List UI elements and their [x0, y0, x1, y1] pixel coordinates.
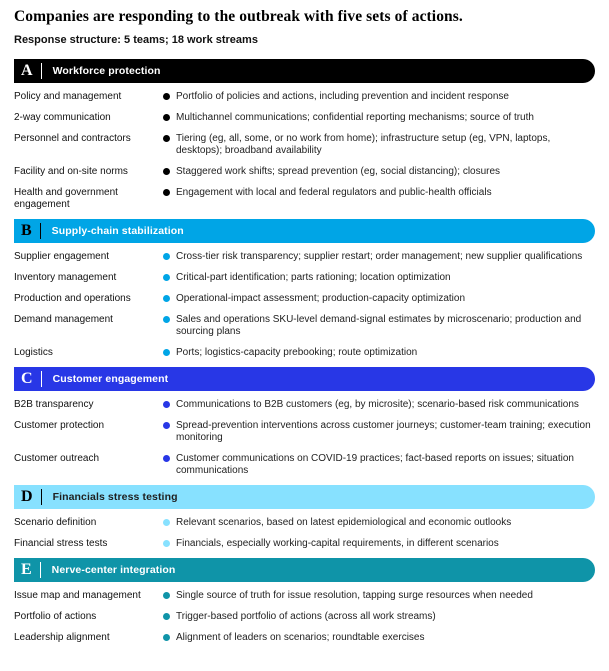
exhibit-subtitle: Response structure: 5 teams; 18 work streams	[14, 34, 258, 46]
bullet-icon	[163, 189, 170, 196]
work-stream-desc-text: Communications to B2B customers (eg, by microsite); scenario-based risk communications	[176, 399, 579, 410]
bullet-icon	[163, 114, 170, 121]
work-stream-desc-text: Tiering (eg, all, some, or no work from home); infrastructure setup (eg, VPN, laptops, desktops); broadband availability	[176, 133, 551, 156]
work-stream-description	[163, 347, 595, 359]
bullet-icon	[163, 422, 170, 429]
work-stream-desc-text: Ports; logistics-capacity prebooking; route optimization	[176, 347, 418, 358]
work-stream-desc-text: Spread-prevention interventions across customer journeys; customer-team training; execution monitoring	[176, 420, 591, 443]
work-stream-desc-text: Critical-part identification; parts rationing; location optimization	[176, 272, 451, 283]
separator-line	[40, 223, 41, 239]
section-customer-engagement	[14, 367, 595, 485]
bullet-icon	[163, 295, 170, 302]
work-stream-label: Customer outreach	[14, 453, 100, 464]
work-stream-description	[163, 91, 595, 103]
section-supply-chain-stabilization	[14, 219, 595, 367]
work-stream-row	[14, 590, 595, 602]
work-stream-label: Supplier engagement	[14, 251, 110, 262]
separator-line	[41, 371, 42, 387]
work-stream-list	[14, 509, 595, 558]
separator-line	[40, 562, 41, 578]
work-stream-desc-text: Multichannel communications; confidential reporting mechanisms; source of truth	[176, 112, 534, 123]
work-stream-desc-text: Single source of truth for issue resolution, tapping surge resources when needed	[176, 590, 533, 601]
bullet-icon	[163, 168, 170, 175]
work-stream-desc-text: Customer communications on COVID-19 practices; fact-based reports on issues; situation communications	[176, 453, 574, 476]
work-stream-label: Personnel and contractors	[14, 133, 131, 144]
work-stream-label: Inventory management	[14, 272, 117, 283]
section-header-bar	[14, 59, 595, 83]
work-stream-description	[163, 314, 595, 338]
work-stream-list	[14, 582, 595, 652]
bullet-icon	[163, 455, 170, 462]
section-title: Supply-chain stabilization	[51, 225, 184, 237]
bullet-icon	[163, 349, 170, 356]
work-stream-label: Portfolio of actions	[14, 611, 97, 622]
work-stream-row	[14, 293, 595, 305]
work-stream-desc-text: Alignment of leaders on scenarios; roundtable exercises	[176, 632, 425, 643]
section-header-bar	[14, 219, 595, 243]
work-stream-description	[163, 166, 595, 178]
work-stream-desc-text: Trigger-based portfolio of actions (across all work streams)	[176, 611, 436, 622]
bullet-icon	[163, 592, 170, 599]
separator-line	[41, 489, 42, 505]
work-stream-desc-text: Engagement with local and federal regulators and public-health officials	[176, 187, 492, 198]
bullet-icon	[163, 316, 170, 323]
section-title: Financials stress testing	[52, 491, 178, 503]
work-stream-row	[14, 399, 595, 411]
work-stream-row	[14, 133, 595, 157]
section-header-bar	[14, 558, 595, 582]
section-title: Nerve-center integration	[51, 564, 176, 576]
work-stream-label: B2B transparency	[14, 399, 94, 410]
work-stream-label: Scenario definition	[14, 517, 97, 528]
work-stream-row	[14, 112, 595, 124]
work-stream-description	[163, 611, 595, 623]
work-stream-label: Policy and management	[14, 91, 122, 102]
work-stream-label: Health and government engagement	[14, 187, 118, 210]
section-financials-stress-testing	[14, 485, 595, 558]
work-stream-row	[14, 166, 595, 178]
exhibit-page	[14, 7, 595, 652]
section-letter-badge: A	[21, 62, 33, 79]
work-stream-row	[14, 632, 595, 644]
work-stream-description	[163, 272, 595, 284]
work-stream-description	[163, 420, 595, 444]
work-stream-list	[14, 83, 595, 219]
bullet-icon	[163, 401, 170, 408]
work-stream-row	[14, 538, 595, 550]
work-stream-description	[163, 187, 595, 211]
work-stream-row	[14, 453, 595, 477]
section-letter-badge: E	[21, 561, 32, 578]
work-stream-description	[163, 632, 595, 644]
work-stream-list	[14, 391, 595, 485]
work-stream-description	[163, 399, 595, 411]
work-stream-description	[163, 251, 595, 263]
section-nerve-center-integration	[14, 558, 595, 652]
work-stream-desc-text: Relevant scenarios, based on latest epidemiological and economic outlooks	[176, 517, 512, 528]
bullet-icon	[163, 253, 170, 260]
work-stream-description	[163, 590, 595, 602]
section-workforce-protection	[14, 59, 595, 219]
section-title: Customer engagement	[52, 373, 169, 385]
work-stream-label: Issue map and management	[14, 590, 141, 601]
work-stream-desc-text: Staggered work shifts; spread prevention (eg, social distancing); closures	[176, 166, 501, 177]
bullet-icon	[163, 634, 170, 641]
work-stream-desc-text: Portfolio of policies and actions, including prevention and incident response	[176, 91, 509, 102]
work-stream-row	[14, 91, 595, 103]
work-stream-label: Customer protection	[14, 420, 105, 431]
work-stream-row	[14, 187, 595, 211]
work-stream-label: 2-way communication	[14, 112, 111, 123]
bullet-icon	[163, 519, 170, 526]
section-header-bar	[14, 485, 595, 509]
work-stream-desc-text: Operational-impact assessment; production-capacity optimization	[176, 293, 466, 304]
page-title: Companies are responding to the outbreak with five sets of actions.	[14, 8, 463, 25]
section-letter-badge: C	[21, 370, 33, 387]
section-letter-badge: D	[21, 488, 33, 505]
work-stream-description	[163, 133, 595, 157]
work-stream-description	[163, 538, 595, 550]
separator-line	[41, 63, 42, 79]
work-stream-row	[14, 420, 595, 444]
section-letter-badge: B	[21, 222, 32, 239]
work-stream-description	[163, 517, 595, 529]
work-stream-description	[163, 112, 595, 124]
work-stream-row	[14, 611, 595, 623]
work-stream-label: Facility and on-site norms	[14, 166, 128, 177]
work-stream-row	[14, 272, 595, 284]
bullet-icon	[163, 93, 170, 100]
bullet-icon	[163, 613, 170, 620]
work-stream-desc-text: Sales and operations SKU-level demand-signal estimates by microscenario; production and sourcing plans	[176, 314, 582, 337]
work-stream-row	[14, 347, 595, 359]
work-stream-row	[14, 314, 595, 338]
work-stream-desc-text: Financials, especially working-capital requirements, in different scenarios	[176, 538, 499, 549]
work-stream-description	[163, 293, 595, 305]
section-title: Workforce protection	[52, 65, 161, 77]
bullet-icon	[163, 274, 170, 281]
work-stream-label: Production and operations	[14, 293, 131, 304]
bullet-icon	[163, 135, 170, 142]
work-stream-description	[163, 453, 595, 477]
bullet-icon	[163, 540, 170, 547]
work-stream-label: Financial stress tests	[14, 538, 108, 549]
work-stream-label: Demand management	[14, 314, 113, 325]
work-stream-row	[14, 251, 595, 263]
work-stream-label: Leadership alignment	[14, 632, 110, 643]
work-stream-label: Logistics	[14, 347, 53, 358]
section-header-bar	[14, 367, 595, 391]
work-stream-list	[14, 243, 595, 367]
work-stream-row	[14, 517, 595, 529]
work-stream-desc-text: Cross-tier risk transparency; supplier restart; order management; new supplier qualifications	[176, 251, 583, 262]
